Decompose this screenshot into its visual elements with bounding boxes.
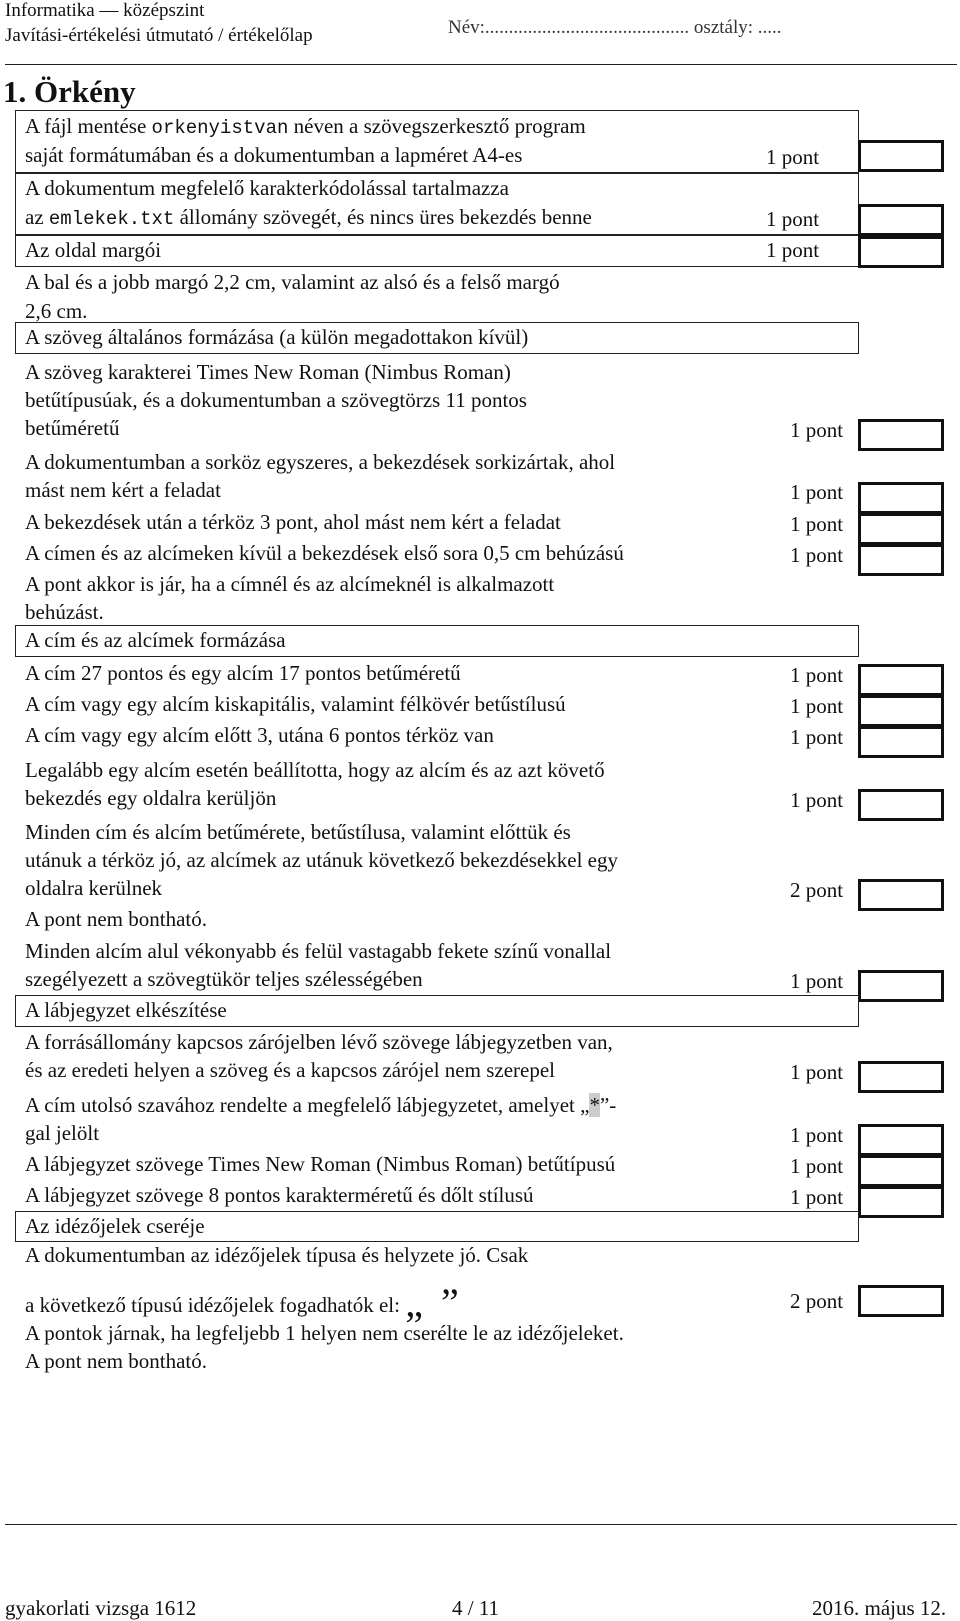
item-save-line1: A fájl mentése orkenyistvan néven a szövegszerkesztő program — [25, 114, 586, 139]
item-encoding-line1: A dokumentum megfelelő karakterkódolással tartalmazza — [25, 176, 509, 200]
points-label: 2 pont — [790, 878, 844, 902]
footer-page: 4 / 11 — [452, 1596, 500, 1620]
item-footnote-mark-line1: A cím utolsó szavához rendelte a megfelelő lábjegyzetet, amelyet „*”- — [25, 1093, 617, 1117]
item-border-line1: Minden alcím alul vékonyabb és felül vastagabb fekete színű vonallal — [25, 939, 612, 963]
score-box[interactable] — [858, 513, 944, 545]
footer-rule — [5, 1524, 957, 1525]
points-label: 1 pont — [790, 480, 844, 504]
points-label: 1 pont — [766, 207, 820, 231]
name-class-field: Név:........................................... osztály: ..... — [448, 17, 782, 38]
item-font-line3: betűméretű — [25, 416, 120, 440]
points-label: 1 pont — [766, 145, 820, 169]
item-indent-note2: behúzást. — [25, 600, 104, 624]
item-encoding-line2: az emlekek.txt állomány szövegét, és nincs üres bekezdés benne — [25, 205, 592, 230]
header-title: Informatika — középszint — [5, 0, 205, 21]
score-box[interactable] — [858, 1061, 944, 1093]
points-label: 1 pont — [790, 969, 844, 993]
subsection-title-titles: A cím és az alcímek formázása — [25, 628, 286, 652]
points-label: 1 pont — [790, 725, 844, 749]
score-box[interactable] — [858, 140, 944, 172]
score-box[interactable] — [858, 695, 944, 727]
item-border-line2: szegélyezett a szövegtükör teljes szélességében — [25, 967, 423, 991]
points-label: 1 pont — [766, 238, 820, 262]
item-footnote-font: A lábjegyzet szövege Times New Roman (Nimbus Roman) betűtípusú — [25, 1152, 616, 1176]
item-font-line2: betűtípusúak, és a dokumentumban a szövegtörzs 11 pontos — [25, 388, 527, 412]
item-keep-next-line1: Legalább egy alcím esetén beállította, hogy az alcím és az azt követő — [25, 758, 605, 782]
item-all-titles-line2: utánuk a térköz jó, az alcímek az utánuk következő bekezdésekkel egy — [25, 848, 618, 872]
item-all-titles-line1: Minden cím és alcím betűmérete, betűstílusa, valamint előttük és — [25, 820, 571, 844]
score-box[interactable] — [858, 789, 944, 821]
points-label: 1 pont — [790, 1185, 844, 1209]
item-quotes-line2: a következő típusú idézőjelek fogadhatók el: „ ” — [25, 1280, 463, 1325]
score-box[interactable] — [858, 1186, 944, 1218]
item-margins-detail2: 2,6 cm. — [25, 299, 88, 323]
item-font-line1: A szöveg karakterei Times New Roman (Nimbus Roman) — [25, 360, 511, 384]
subsection-title-footnote: A lábjegyzet elkészítése — [25, 998, 227, 1022]
points-label: 1 pont — [790, 694, 844, 718]
item-quotes-note2: A pont nem bontható. — [25, 1349, 207, 1373]
item-spacing-line1: A dokumentumban a sorköz egyszeres, a bekezdések sorkizártak, ahol — [25, 450, 616, 474]
points-label: 1 pont — [790, 418, 844, 442]
item-footnote-mark-line2: gal jelölt — [25, 1121, 100, 1145]
item-title-size: A cím 27 pontos és egy alcím 17 pontos betűméretű — [25, 661, 461, 685]
score-box[interactable] — [858, 879, 944, 911]
item-title-spacing: A cím vagy egy alcím előtt 3, utána 6 pontos térköz van — [25, 723, 494, 747]
score-box[interactable] — [858, 664, 944, 696]
score-box[interactable] — [858, 1124, 944, 1156]
quote-marks: „ ” — [405, 1280, 463, 1325]
points-label: 2 pont — [790, 1289, 844, 1313]
item-indent-note1: A pont akkor is jár, ha a címnél és az alcímeknél is alkalmazott — [25, 572, 555, 596]
points-label: 1 pont — [790, 1123, 844, 1147]
header-rule — [5, 64, 957, 65]
item-footnote-line2: és az eredeti helyen a szöveg és a kapcsos zárójel nem szerepel — [25, 1058, 555, 1082]
item-save-line2: saját formátumában és a dokumentumban a lapméret A4-es — [25, 143, 523, 167]
score-box[interactable] — [858, 1285, 944, 1317]
score-box[interactable] — [858, 1155, 944, 1187]
score-box[interactable] — [858, 419, 944, 451]
footer-exam: gyakorlati vizsga 1612 — [5, 1596, 197, 1620]
item-quotes-note1: A pontok járnak, ha legfeljebb 1 helyen nem cserélte le az idézőjeleket. — [25, 1321, 624, 1345]
section-title: 1. Örkény — [3, 74, 136, 109]
item-all-titles-line3: oldalra kerülnek — [25, 876, 163, 900]
item-footnote-size: A lábjegyzet szövege 8 pontos karakterméretű és dőlt stílusú — [25, 1183, 534, 1207]
points-label: 1 pont — [790, 512, 844, 536]
score-box[interactable] — [858, 726, 944, 758]
item-quotes-line1: A dokumentumban az idézőjelek típusa és helyzete jó. Csak — [25, 1243, 529, 1267]
footer-date: 2016. május 12. — [812, 1596, 947, 1620]
score-box[interactable] — [858, 544, 944, 576]
item-spacing-line2: mást nem kért a feladat — [25, 478, 221, 502]
points-label: 1 pont — [790, 663, 844, 687]
score-box[interactable] — [858, 482, 944, 514]
score-box[interactable] — [858, 236, 944, 268]
header-subtitle: Javítási-értékelési útmutató / értékelőlap — [5, 25, 313, 46]
subsection-title-quotes: Az idézőjelek cseréje — [25, 1214, 205, 1238]
item-indent: A címen és az alcímeken kívül a bekezdések első sora 0,5 cm behúzású — [25, 541, 624, 565]
item-title-style: A cím vagy egy alcím kiskapitális, valamint félkövér betűstílusú — [25, 692, 566, 716]
item-all-titles-note: A pont nem bontható. — [25, 907, 207, 931]
score-box[interactable] — [858, 204, 944, 236]
item-keep-next-line2: bekezdés egy oldalra kerüljön — [25, 786, 277, 810]
item-after-spacing: A bekezdések után a térköz 3 pont, ahol mást nem kért a feladat — [25, 510, 561, 534]
item-margins: Az oldal margói — [25, 238, 162, 262]
points-label: 1 pont — [790, 543, 844, 567]
points-label: 1 pont — [790, 788, 844, 812]
score-box[interactable] — [858, 970, 944, 1002]
highlighted-asterisk: * — [589, 1093, 600, 1117]
points-label: 1 pont — [790, 1060, 844, 1084]
subsection-title-general: A szöveg általános formázása (a külön megadottakon kívül) — [25, 325, 529, 349]
item-margins-detail1: A bal és a jobb margó 2,2 cm, valamint az alsó és a felső margó — [25, 270, 560, 294]
points-label: 1 pont — [790, 1154, 844, 1178]
item-footnote-line1: A forrásállomány kapcsos zárójelben lévő szövege lábjegyzetben van, — [25, 1030, 613, 1054]
